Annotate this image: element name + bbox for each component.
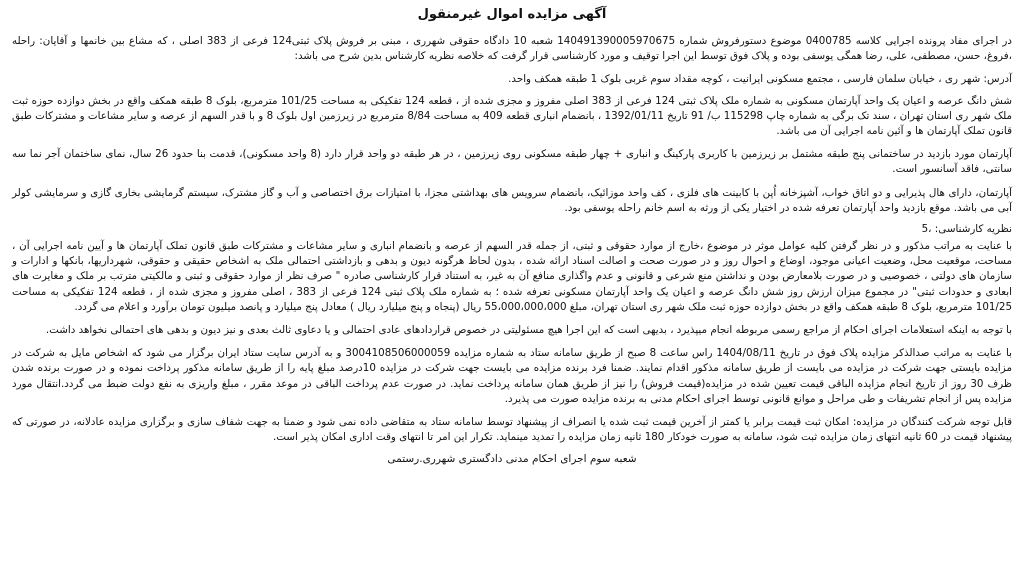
- document-title: آگهی مزایده اموال غیرمنقول: [417, 7, 607, 22]
- paragraph-liability-disclaimer: با توجه به اینکه استعلامات اجرای احکام از مراجع رسمی مربوطه انجام میپذیرد ، بدیهی است که این اجرا هیچ مسئولیتی در خصوص قراردادهای عادی احتمالی و یا دعاوی ثالث بعدی و نیز دیون و بدهی های احتمالی نخواهد داشت.: [45, 324, 1012, 337]
- paragraph-participant-notice: قابل توجه شرکت کنندگان در مزایده: امکان ثبت قیمت برابر یا کمتر از آخرین قیمت ثبت شده یا انصراف از پیشنهاد توسط سامانه ستاد به متقاضی داده نمی شود و ضمنا به جهت شفاف سازی و برگزاری مزایده عادلانه، در صورتی که پیشنهاد قیمت در 60 ثانیه انتهای زمان مزایده ثبت شود، سامانه به صورت خودکار 180 ثانیه زمان مزایده را تمدید مینماید. تکرار این امر تا انتهای وقت اداری امکان پذیر است.: [12, 416, 1012, 444]
- paragraph-address: آدرس: شهر ری ، خیابان سلمان فارسی ، مجتمع مسکونی ایرانیت ، کوچه مقداد سوم غربی بلوک 1 طبقه همکف واحد.: [508, 73, 1012, 86]
- paragraph-building-description: آپارتمان مورد بازدید در ساختمانی پنج طبقه مشتمل بر زیرزمین با کاربری پارکینگ و انباری + چهار طبقه مسکونی روی زیرزمین ، در هر طبقه دو واحد قرار دارد (8 واحد مسکونی)، قدمت بنا حدود 26 سال، نمای ساختمان آجر نما سه سانتی، فاقد آسانسور است.: [12, 148, 1012, 176]
- paragraph-case-intro: در اجرای مفاد پرونده اجرایی کلاسه 0400785 موضوع دستورفروش شماره 140491390005970675 شعبه 10 دادگاه حقوقی شهرری ، مبنی بر فروش پلاک ثبتی124 فرعی از 383 اصلی ، که مشاع بین خانمها و آقایان: راحله ،فروغ، حسن، مصطفی، علی، رضا همگی یوسفی بوده و پلاک فوق توسط این اجرا توقیف و مورد کارشناسی قرار گرفت که خلاصه نظریه کارشناس بدین شرح می باشد:: [12, 35, 1012, 63]
- signature-line: شعبه سوم اجرای احکام مدنی دادگستری شهرری.رستمی: [387, 453, 637, 466]
- paragraph-auction-details: با عنایت به مراتب صدالذکر مزایده پلاک فوق در تاریخ 1404/08/11 راس ساعت 8 صبح از طریق سامانه ستاد به شماره مزایده 3004108506000059 و به آدرس سایت ستاد ایران برگزار می شود که اشخاص مایل به شرکت در مزایده بایستی جهت شرکت در مزایده می بایست از طریق سامانه مذکور اقدام نمایند. ضمنا فرد برنده مزایده می بایست جهت شرکت در مزایده 10درصد مبلغ پایه را از طریق سامانه مذکور پرداخت نموده و در صورت برنده شدن ظرف 30 روز از تاریخ انجام مزایده الباقی قیمت تعیین شده در مزایده(قیمت فروش) را نیز از طریق همان سامانه پرداخت نماید. در صورت عدم پرداخت الباقی در موعد مقرر ، مبلغ واریزی به نفع دولت ضبط می گردد.انتقال مورد مزایده پس از انجام تشریفات و طی مراحل و موانع قانونی توسط اجرای احکام مدنی به برنده مزایده صورت می پذیرد.: [12, 347, 1013, 405]
- paragraph-expert-opinion: با عنایت به مراتب مذکور و در نظر گرفتن کلیه عوامل موثر در موضوع ،خارج از موارد حقوقی و ثبتی، از جمله قدر السهم از عرصه و بانضمام انباری و سایر مشاعات و مشترکات طبق قانون تملک آپارتمان ها و آیین نامه اجرایی آن ، مساحت، موقعیت محل، وضعیت اعیانی موجود، اوضاع و احوال روز و در صورت صحت و اصالت اسناد ارائه شده ، بدون لحاظ هرگونه دیون و بدهی و بازداشتی احتمالی ملک به اشخاص حقیقی و حقوقی، شهرداریها، بانکها و ادارات و سازمان های دولتی ، خصوصیی و در صورت بلامعارض بودن و نداشتن منع شرعی و قانونی و عدم واگذاری منافع آن به غیر، به استناد قرار کارشناسی صادره " صرف نظر از موارد حقوقی و ثبتی و مالکیتی مترتب بر ملک و مغایرت های ابعادی و حدودات ثبتی" در مجموع میزان ارزش روز شش دانگ عرصه و اعیان یک واحد آپارتمان مسکونی تعرفه شده ؛ به شماره ملک پلاک ثبتی 124 فرعی از 383 ، اصلی مفروز و مجزی شده از ، قطعه 124 تفکیکی به مساحت 101/25 مترمربع، بلوک 8 طبقه همکف واقع در بخش دوازده حوزه ثبت ملک شهر ری استان تهران، مبلغ 55،000،000،000 ریال (پنجاه و پنج میلیارد ریال ) معادل پنج میلیارد و پانصد میلیون تومان برآورد و اعلام می گردد.: [12, 240, 1012, 313]
- expert-opinion-heading: نظریه کارشناسی: ،5: [921, 223, 1012, 236]
- paragraph-property-description: شش دانگ عرصه و اعیان یک واحد آپارتمان مسکونی به شماره ملک پلاک ثبتی 124 فرعی از 383 اصلی مفروز و مجزی شده از ، قطعه 124 تفکیکی به مساحت 101/25 مترمربع، بلوک 8 طبقه همکف واقع در بخش دوازده حوزه ثبت ملک شهر ری استان تهران ، سند تک برگی به شماره چاپ 115298 ب/ 91 تاریخ 1392/01/11 ، بانضمام انباری قطعه 409 به مساحت 8/84 مترمربع در زیرزمین اول بلوک 8 و با قدر السهم از عرصه و سایر مشاعات و مشترکات طبق قانون تملک آپارتمان ها و آئین نامه اجرایی آن می باشد.: [12, 94, 1012, 138]
- paragraph-apartment-features: آپارتمان، دارای هال پذیرایی و دو اتاق خواب، آشپزخانه اُپن با کابینت های فلزی ، کف واحد موزائیک، بانضمام سرویس های بهداشتی مجزا، با امتیازات برق اختصاصی و آب و گاز مشترک، سیستم گرمایشی بخاری گازی و سرمایشی کولر آبی می باشد. موقع بازدید واحد آپارتمان تعرفه شده در اختیار یکی از ورثه به اسم خانم راحله یوسفی بود.: [12, 186, 1012, 214]
